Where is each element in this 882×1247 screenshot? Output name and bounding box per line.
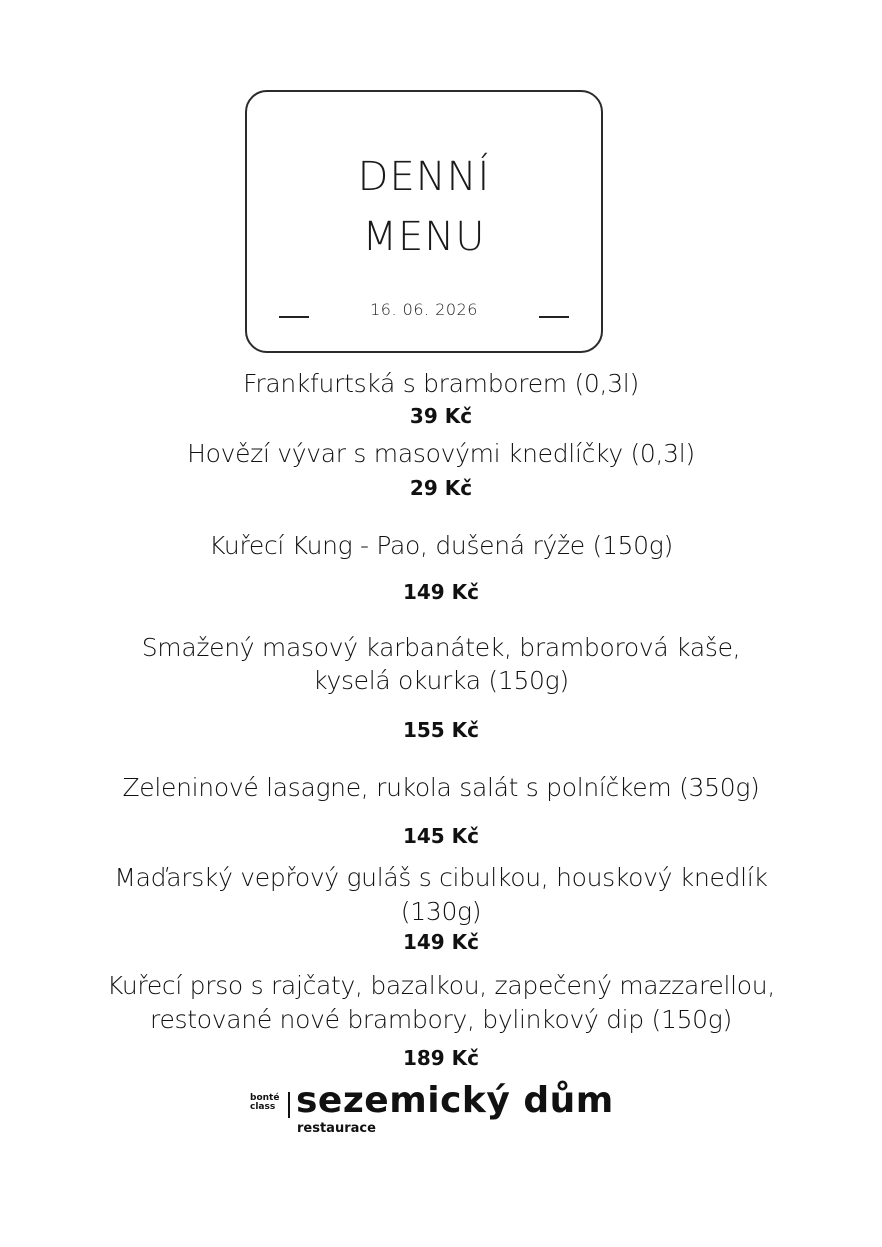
- dish-price-3: 149 Kč: [402, 580, 480, 604]
- dish-price-6: 149 Kč: [402, 930, 480, 954]
- dish-price-1: 39 Kč: [409, 404, 473, 428]
- decorative-dash-right: [539, 316, 569, 318]
- dish-name-7-line1: Kuřecí prso s rajčaty, bazalkou, zapečený mazzarellou,: [107, 971, 775, 1000]
- dish-price-5: 145 Kč: [402, 824, 480, 848]
- dish-price-7: 189 Kč: [402, 1046, 480, 1070]
- logo-small-line1: bonté: [250, 1093, 280, 1103]
- menu-title-line1: DENNÍ: [357, 154, 491, 200]
- logo-small-line2: class: [250, 1102, 276, 1112]
- menu-title-line2: MENU: [362, 214, 486, 260]
- dish-name-6-line2: (130g): [400, 897, 482, 926]
- logo-wordmark: sezemický dům: [296, 1080, 614, 1121]
- menu-header-box: [245, 90, 603, 353]
- dish-name-4-line1: Smažený masový karbanátek, bramborová kaše,: [141, 633, 741, 662]
- dish-name-3: Kuřecí Kung - Pao, dušená rýže (150g): [209, 531, 673, 560]
- dish-price-2: 29 Kč: [409, 476, 473, 500]
- logo-divider: [288, 1092, 290, 1118]
- dish-name-6-line1: Maďarský vepřový guláš s cibulkou, houskový knedlík: [114, 863, 768, 892]
- dish-name-5: Zeleninové lasagne, rukola salát s polníčkem (350g): [122, 773, 760, 802]
- menu-date: 16. 06. 2026: [370, 300, 478, 319]
- logo-bonte-class: [250, 1094, 279, 1112]
- dish-name-2: Hovězí vývar s masovými knedlíčky (0,3l): [187, 439, 695, 468]
- restaurant-logo: [248, 1080, 628, 1138]
- dish-price-4: 155 Kč: [402, 718, 480, 742]
- dish-name-1: Frankfurtská s bramborem (0,3l): [243, 369, 639, 398]
- logo-subtitle: restaurace: [297, 1121, 376, 1136]
- dish-name-7-line2: restované nové brambory, bylinkový dip (150g): [150, 1005, 732, 1034]
- dish-name-4-line2: kyselá okurka (150g): [313, 666, 569, 695]
